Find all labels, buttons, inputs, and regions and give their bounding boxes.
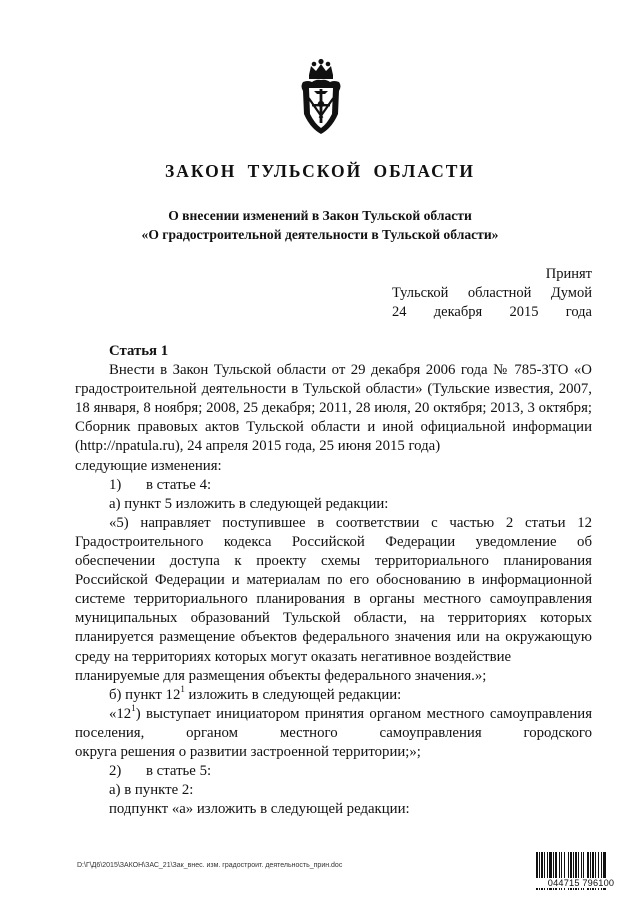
law-title: ЗАКОН ТУЛЬСКОЙ ОБЛАСТИ xyxy=(164,161,476,181)
quote-point-5: «5) направляет поступившее в соответствии с частью 2 статьи 12 Градостроительного кодекса Российской Федерации уведомление об обеспечении доступа к проекту схемы территориального планирования Российской Федерации и материалам по его обоснованию в информационной системе территориального планирования в органы местного самоуправления муниципальных образований Тульской области, на территориях которых планируется размещение объектов федерального значения или на окружающую среду на территориях которых могут оказать негативное воздействие xyxy=(75,514,592,665)
subitem-b-text-end: изложить в следующей редакции: xyxy=(184,686,402,703)
article-heading: Статья 1 xyxy=(109,343,169,359)
quote-text: выступает инициатором принятия органом местного самоуправления поселения, органом местного самоуправления городского xyxy=(75,705,592,741)
quote-paren: ) xyxy=(135,705,141,722)
adoption-block xyxy=(392,265,592,322)
coat-of-arms-icon xyxy=(294,58,348,138)
quote-point-5-end: планируемые для размещения объекты федерального значения.»; xyxy=(75,667,487,684)
adopted-by: Тульской областной Думой xyxy=(392,285,592,301)
list-item-2 xyxy=(75,762,592,781)
superscript: 1 xyxy=(180,683,185,694)
list-item-number: 1) xyxy=(109,476,122,493)
superscript: 1 xyxy=(131,702,136,713)
list-item-text: в статье 5: xyxy=(146,763,212,780)
file-path: D:\Г\Д6\2015\ЗАКОН\ЗАС_21\Зак_внес. изм. градостроит. деятельность_прин.doc xyxy=(77,862,343,869)
adopted-label: Принят xyxy=(545,266,592,282)
subtitle-line-1: О внесении изменений в Закон Тульской области xyxy=(168,208,472,223)
quote-point-12-1 xyxy=(75,702,592,743)
article-body xyxy=(75,342,592,819)
quote-point-12-1-end: округа решения о развитии застроенной территории;»; xyxy=(75,743,421,760)
list-item-1 xyxy=(75,476,592,495)
adopted-date: 24 декабря 2015 года xyxy=(392,304,592,320)
subitem-a: а) пункт 5 изложить в следующей редакции: xyxy=(109,495,389,512)
intro-last-line: следующие изменения: xyxy=(75,457,222,474)
subpoint-line: подпункт «а» изложить в следующей редакции: xyxy=(109,801,410,818)
subitem-a-2: а) в пункте 2: xyxy=(109,782,194,799)
quote-open: «12 xyxy=(109,705,132,722)
intro-paragraph: Внести в Закон Тульской области от 29 декабря 2006 года № 785-ЗТО «О градостроительной деятельности в Тульской области» (Тульские известия, 2007, 18 января, 8 ноября; 2008, 25 декабря; 2011, 28 июля, 20 октября; 2013, 3 октября; Сборник правовых актов Тульской области и иной официальной информации (http://npatula.ru), 24 апреля 2015 года, 25 июня 2015 года) xyxy=(75,362,592,455)
law-subtitle xyxy=(0,206,640,244)
subtitle-line-2: «О градостроительной деятельности в Тульской области» xyxy=(141,227,499,242)
barcode-number: 044715 796100 xyxy=(534,878,628,888)
list-item-number: 2) xyxy=(109,763,122,780)
subitem-b-text: б) пункт 12 xyxy=(109,686,181,703)
list-item-text: в статье 4: xyxy=(146,476,212,493)
subitem-b xyxy=(75,683,592,705)
